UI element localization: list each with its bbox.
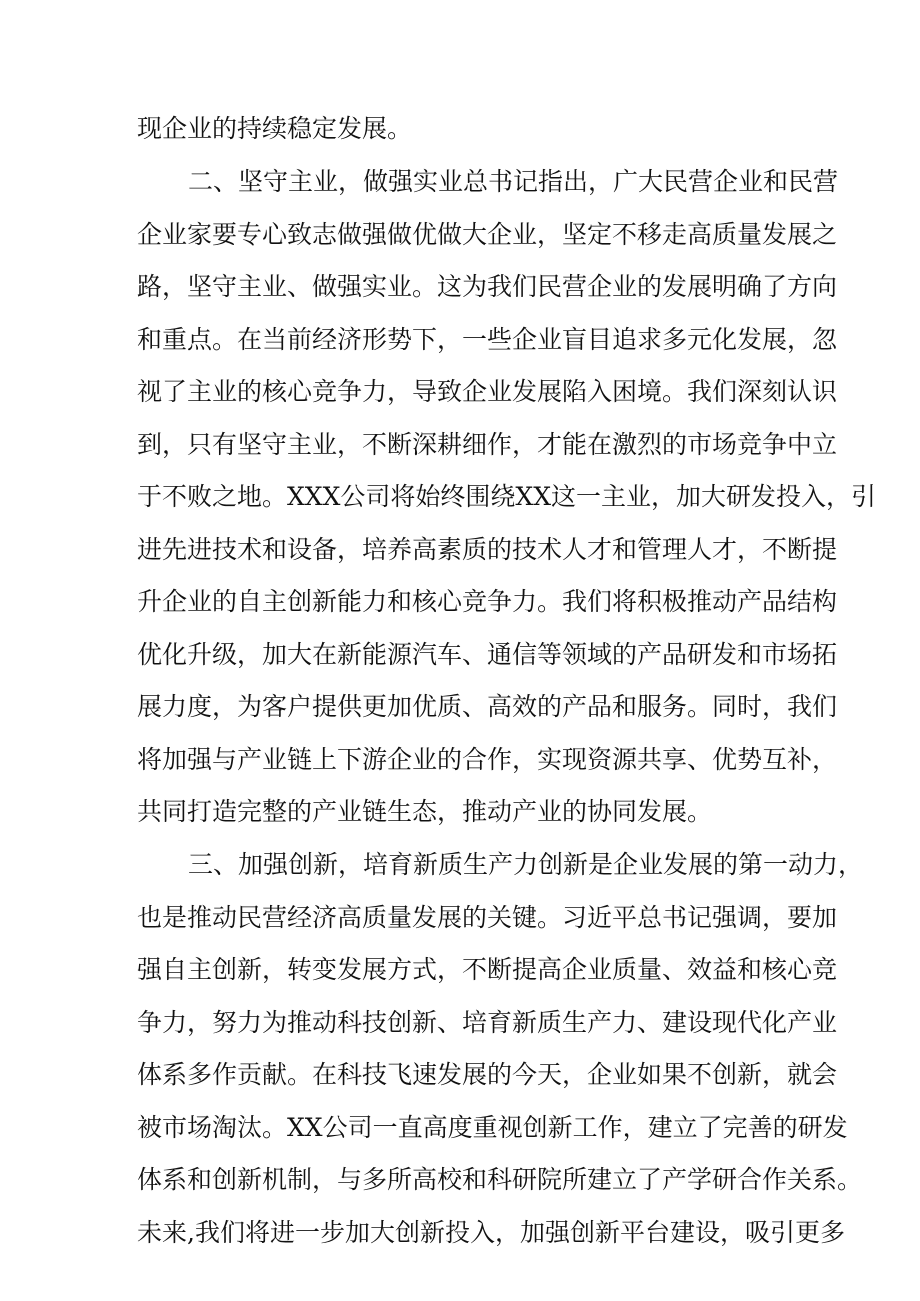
- text-line: 争力，努力为推动科技创新、培育新质生产力、建设现代化产业: [137, 1008, 838, 1037]
- text-line: 优化升级，加大在新能源汽车、通信等领域的产品研发和市场拓: [137, 640, 838, 669]
- text-line: 体系和创新机制，与多所高校和科研院所建立了产学研合作关系。: [137, 1165, 863, 1194]
- text-line: 被市场淘汰。XX公司一直高度重视创新工作，建立了完善的研发: [137, 1113, 848, 1142]
- text-line: 到，只有坚守主业，不断深耕细作，才能在激烈的市场竞争中立: [137, 430, 838, 459]
- text-line: 未来,我们将进一步加大创新投入，加强创新平台建设，吸引更多: [137, 1218, 845, 1247]
- text-line: 和重点。在当前经济形势下，一些企业盲目追求多元化发展，忽: [137, 325, 838, 354]
- text-line: 现企业的持续稳定发展。: [137, 114, 413, 143]
- text-line: 强自主创新，转变发展方式，不断提高企业质量、效益和核心竞: [137, 955, 838, 984]
- text-line: 升企业的自主创新能力和核心竞争力。我们将积极推动产品结构: [137, 587, 838, 616]
- text-line: 将加强与产业链上下游企业的合作，实现资源共享、优势互补，: [137, 745, 838, 774]
- text-line: 视了主业的核心竞争力，导致企业发展陷入困境。我们深刻认识: [137, 377, 838, 406]
- text-line: 也是推动民营经济高质量发展的关键。习近平总书记强调，要加: [137, 903, 838, 932]
- text-line: 展力度，为客户提供更加优质、高效的产品和服务。同时，我们: [137, 692, 838, 721]
- text-line: 体系多作贡献。在科技飞速发展的今天，企业如果不创新，就会: [137, 1060, 838, 1089]
- text-line: 进先进技术和设备，培养高素质的技术人才和管理人才，不断提: [137, 535, 838, 564]
- paragraph-heading-line: 二、坚守主业，做强实业总书记指出，广大民营企业和民营: [188, 167, 839, 196]
- text-line: 路，坚守主业、做强实业。这为我们民营企业的发展明确了方向: [137, 272, 838, 301]
- paragraph-heading-line: 三、加强创新，培育新质生产力创新是企业发展的第一动力，: [188, 850, 864, 879]
- text-line: 共同打造完整的产业链生态，推动产业的协同发展。: [137, 797, 713, 826]
- text-line: 于不败之地。XXX公司将始终围绕XX这一主业，加大研发投入，引: [137, 482, 876, 511]
- text-line: 企业家要专心致志做强做优做大企业，坚定不移走高质量发展之: [137, 220, 838, 249]
